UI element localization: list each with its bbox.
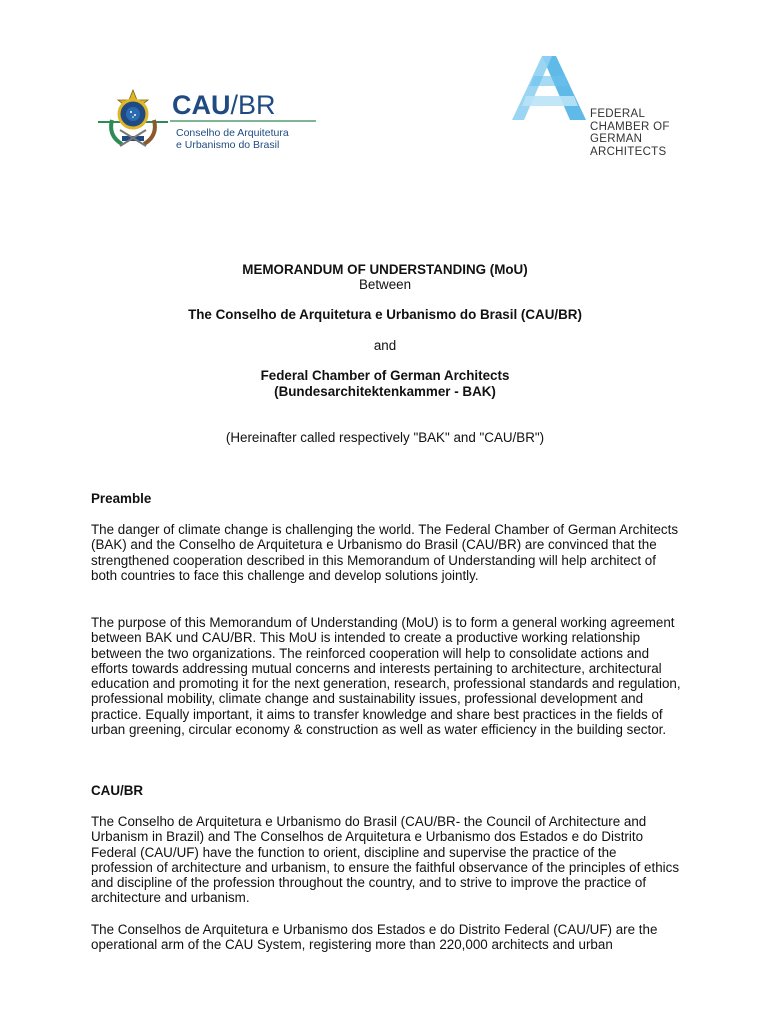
preamble-paragraph-1: The danger of climate change is challenging the world. The Federal Chamber of German Architects (BAK) and the Conselho de Arquitetura e Urbanismo do Brasil (CAU/BR) are convinced that the strengthened cooperation described in this Memorandum of Understanding will help architect of both countries to face this challenge and develop solutions jointly. xyxy=(91,522,679,583)
hereinafter-note: (Hereinafter called respectively "BAK" and "CAU/BR") xyxy=(225,430,545,445)
bak-logo-line3: GERMAN xyxy=(590,133,643,145)
caubr-paragraph-2: The Conselhos de Arquitetura e Urbanismo dos Estados e do Distrito Federal (CAU/UF) are the operational arm of the CAU System, registering more than 220,000 architects and urban xyxy=(91,922,658,953)
bak-logo-line1: FEDERAL xyxy=(590,108,646,120)
between-label: Between xyxy=(358,277,412,292)
party-two-line1: Federal Chamber of German Architects xyxy=(260,368,510,383)
caubr-paragraph-1: The Conselho de Arquitetura e Urbanismo do Brasil (CAU/BR- the Council of Architecture and Urbanism in Brazil) and The Conselhos de Arquitetura e Urbanismo dos Estados e do Distrito Federal (CAU/UF) have the function to orient, discipline and supervise the practice of the profession of architecture and urbanism, to ensure the faithful observance of the principles of ethics and discipline of the profession throughout the country, and to strive to improve the practice of architecture and urbanism. xyxy=(91,814,680,906)
preamble-paragraph-2: The purpose of this Memorandum of Understanding (MoU) is to form a general working agreement between BAK und CAU/BR. This MoU is intended to create a productive working relationship between the two organizations. The reinforced cooperation will help to consolidate actions and efforts towards addressing mutual concerns and interests pertaining to architecture, architectural education and promoting it for the next generation, research, professional standards and regulation, professional mobility, climate change and sustainability issues, professional development and practice. Equally important, it aims to transfer knowledge and share best practices in the fields of urban greening, circular economy & construction as well as water efficiency in the building sector. xyxy=(91,615,681,738)
bak-logo xyxy=(512,56,692,166)
cau-logo-underline xyxy=(98,116,338,156)
bak-logo-line2: CHAMBER OF xyxy=(590,120,670,133)
caubr-heading: CAU/BR xyxy=(91,783,144,798)
cau-logo-slash: /BR xyxy=(230,90,276,120)
cau-logo-subtitle-line2: e Urbanismo do Brasil xyxy=(176,139,280,151)
document-title: MEMORANDUM OF UNDERSTANDING (MoU) xyxy=(242,262,528,277)
bak-a-mark-icon xyxy=(512,56,592,126)
party-two-line2: (Bundesarchitektenkammer - BAK) xyxy=(274,384,496,399)
bak-logo-text xyxy=(590,108,670,158)
cau-logo-main: CAU xyxy=(172,90,231,120)
preamble-heading: Preamble xyxy=(91,491,152,506)
cau-br-logo xyxy=(98,86,328,156)
and-label: and xyxy=(373,338,397,353)
bak-logo-line4: ARCHITECTS xyxy=(590,145,667,158)
cau-logo-subtitle-line1: Conselho de Arquitetura xyxy=(176,127,289,139)
party-one: The Conselho de Arquitetura e Urbanismo do Brasil (CAU/BR) xyxy=(188,307,582,322)
